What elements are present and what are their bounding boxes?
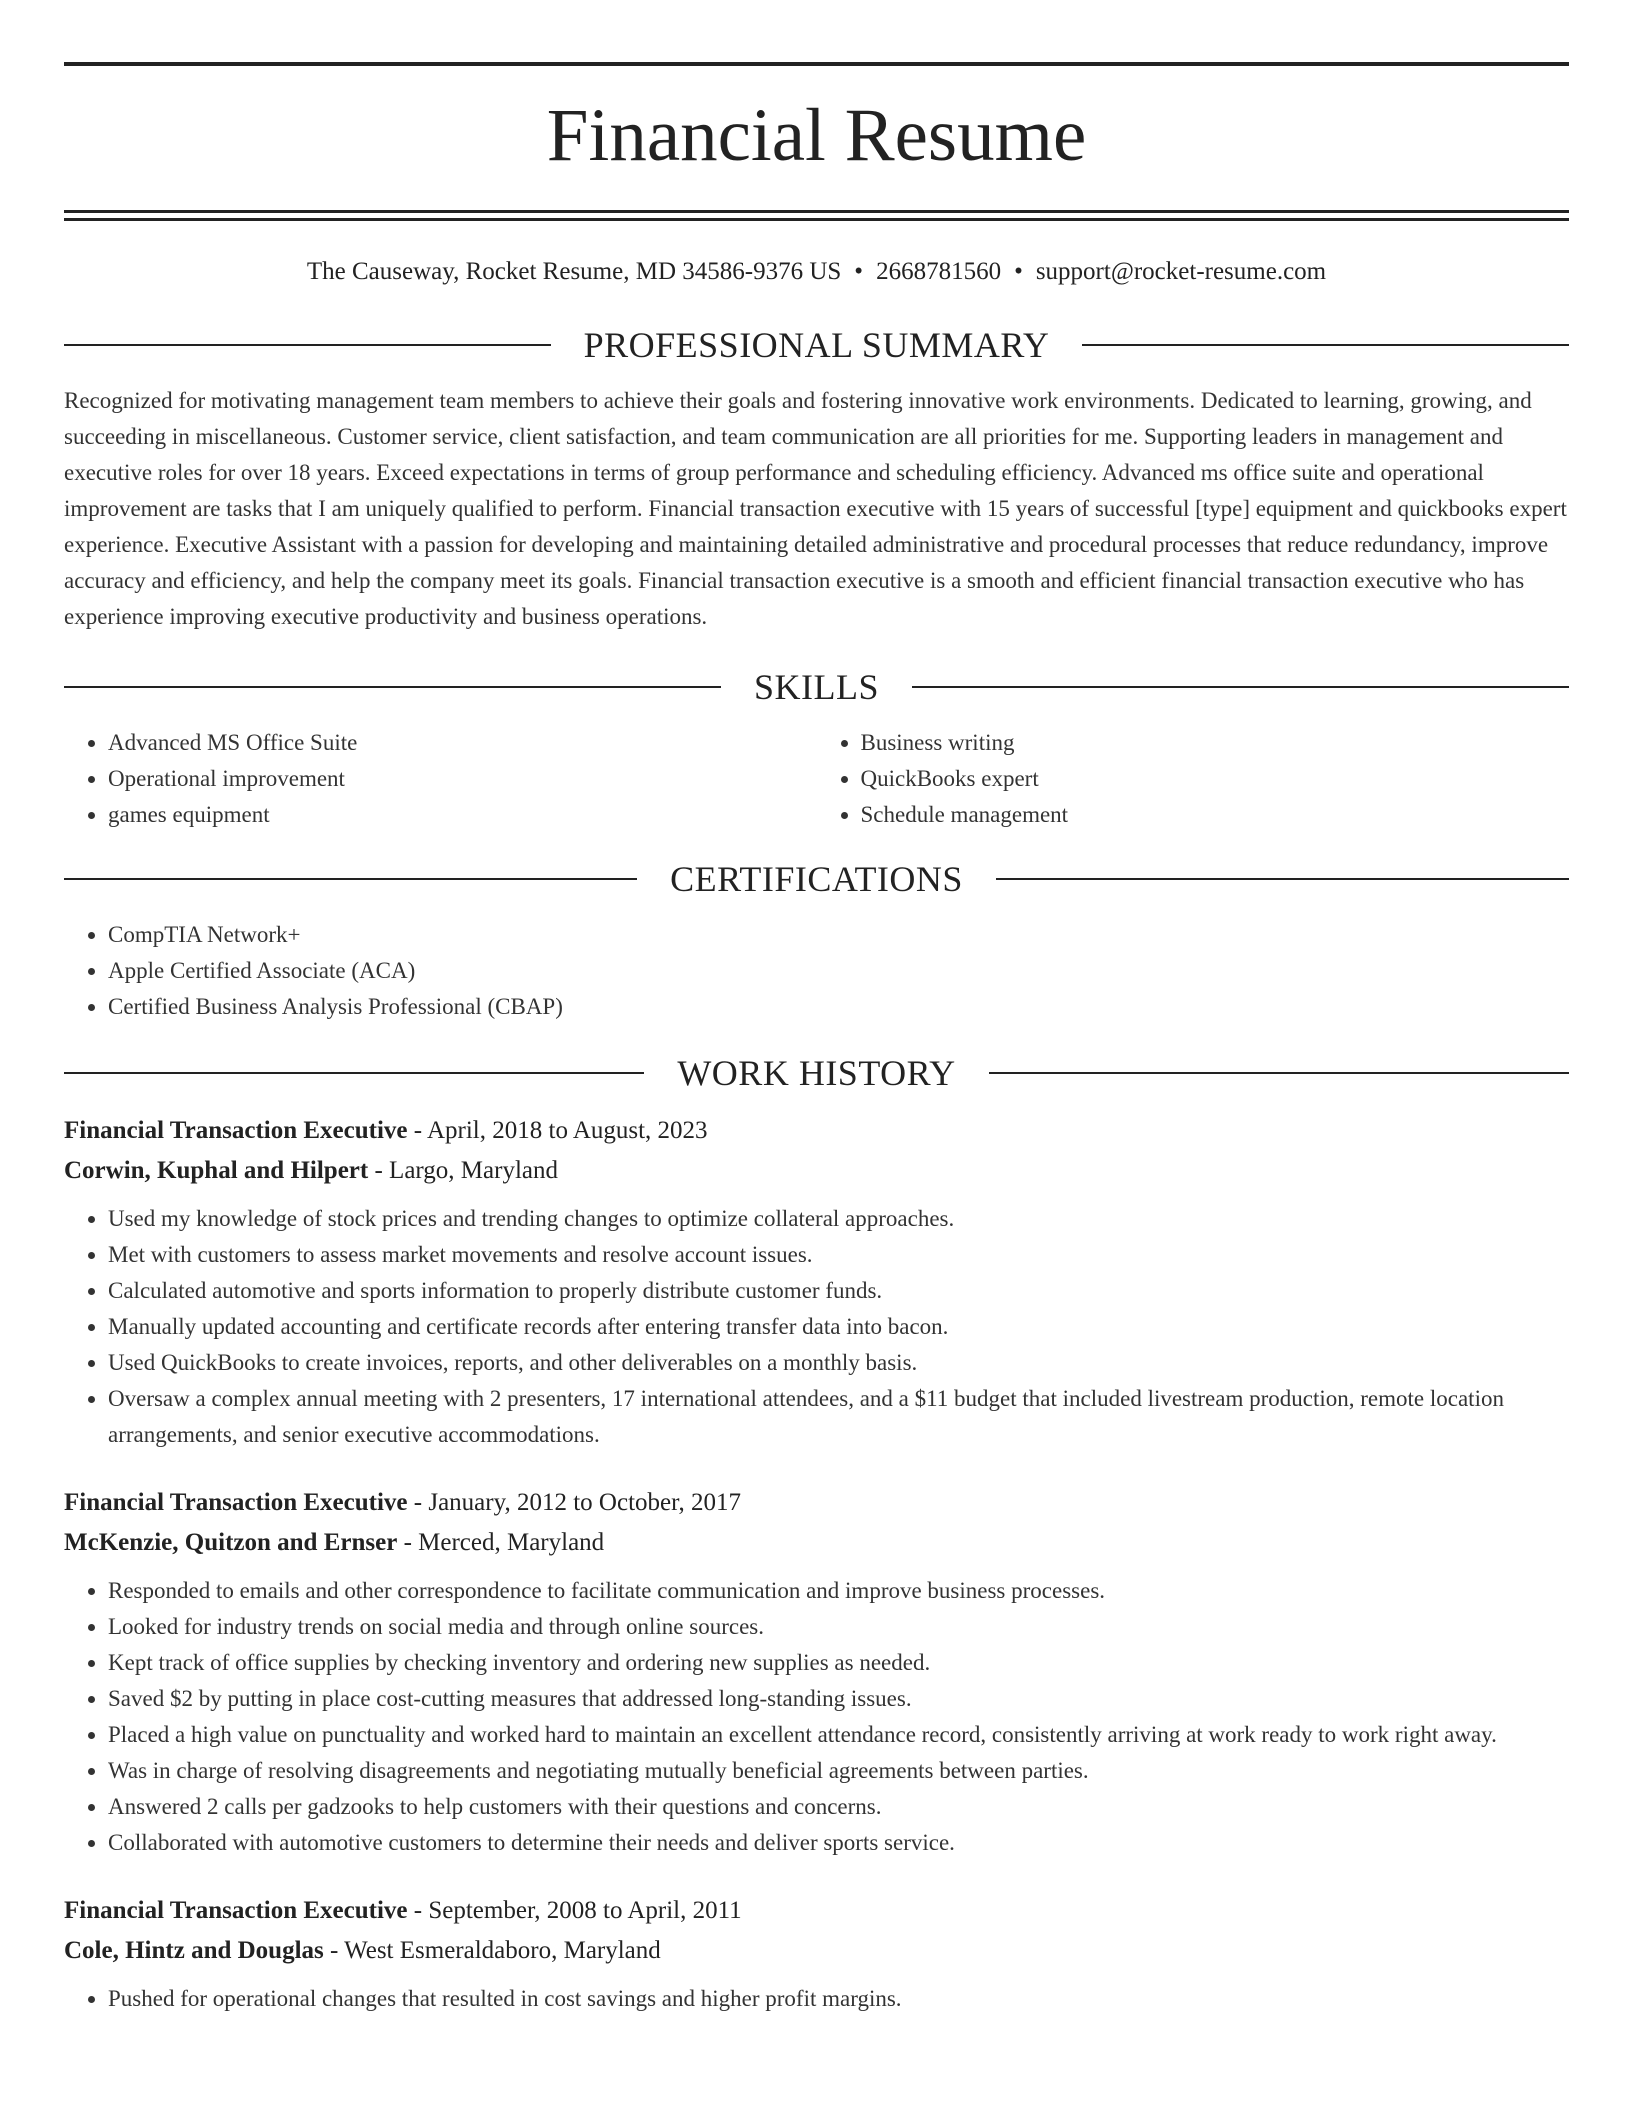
contact-email: support@rocket-resume.com bbox=[1035, 258, 1327, 285]
job-entry bbox=[64, 1891, 1569, 2017]
job-title: Financial Transaction Executive bbox=[64, 1489, 408, 1516]
job-dates: - January, 2012 to October, 2017 bbox=[407, 1489, 741, 1516]
job-bullet: • Responded to emails and other correspondence to facilitate communication and improve business processes. bbox=[108, 1573, 1569, 1609]
certifications-list bbox=[64, 917, 1569, 1025]
skill-item: • games equipment bbox=[108, 797, 817, 833]
job-bullet: • Manually updated accounting and certificate records after entering transfer data into bacon. bbox=[108, 1309, 1569, 1345]
job-dates: - September, 2008 to April, 2011 bbox=[407, 1897, 742, 1924]
section-title-work: WORK HISTORY bbox=[677, 1053, 956, 1093]
job-title: Financial Transaction Executive bbox=[64, 1897, 408, 1924]
job-title: Financial Transaction Executive bbox=[64, 1117, 408, 1144]
job-bullet: • Looked for industry trends on social media and through online sources. bbox=[108, 1609, 1569, 1645]
skill-item: • QuickBooks expert bbox=[861, 761, 1570, 797]
contact-address: The Causeway, Rocket Resume, MD 34586-9376 US bbox=[306, 258, 842, 285]
job-bullet: • Answered 2 calls per gadzooks to help customers with their questions and concerns. bbox=[108, 1789, 1569, 1825]
job-bullets bbox=[64, 1201, 1569, 1453]
job-bullet: • Calculated automotive and sports information to properly distribute customer funds. bbox=[108, 1273, 1569, 1309]
job-company-line bbox=[64, 1151, 1569, 1191]
section-divider bbox=[1082, 344, 1569, 346]
section-header-summary bbox=[64, 323, 1569, 367]
section-divider bbox=[912, 686, 1569, 688]
job-dates: - April, 2018 to August, 2023 bbox=[407, 1117, 708, 1144]
header-double-rule bbox=[64, 210, 1569, 221]
job-company: Corwin, Kuphal and Hilpert bbox=[64, 1157, 369, 1184]
section-title-certifications: CERTIFICATIONS bbox=[670, 859, 963, 899]
certification-item: • Apple Certified Associate (ACA) bbox=[108, 953, 1569, 989]
job-title-line bbox=[64, 1111, 1569, 1151]
job-bullet: • Kept track of office supplies by checking inventory and ordering new supplies as needed. bbox=[108, 1645, 1569, 1681]
summary-text: Recognized for motivating management team members to achieve their goals and fostering innovative work environments. Dedicated to learning, growing, and succeeding in miscellaneous. Customer service, client satisfaction, and team communication are all priorities for me. Supporting leaders in management and executive roles for over 18 years. Exceed expectations in terms of group performance and scheduling efficiency. Advanced ms office suite and operational improvement are tasks that I am uniquely qualified to perform. Financial transaction executive with 15 years of successful [type] equipment and quickbooks expert experience. Executive Assistant with a passion for developing and maintaining detailed administrative and procedural processes that reduce redundancy, improve accuracy and efficiency, and help the company meet its goals. Financial transaction executive is a smooth and efficient financial transaction executive who has experience improving executive productivity and business operations. bbox=[64, 388, 1567, 629]
skills-grid bbox=[64, 725, 1569, 833]
job-bullet: • Oversaw a complex annual meeting with 2 presenters, 17 international attendees, and a $11 budget that included livestream production, remote location arrangements, and senior executive accommodations. bbox=[108, 1381, 1569, 1453]
job-bullet: • Used my knowledge of stock prices and trending changes to optimize collateral approaches. bbox=[108, 1201, 1569, 1237]
section-divider bbox=[996, 878, 1569, 880]
job-bullet: • Pushed for operational changes that resulted in cost savings and higher profit margins. bbox=[108, 1981, 1569, 2017]
skill-item: • Business writing bbox=[861, 725, 1570, 761]
certification-item: • Certified Business Analysis Professional (CBAP) bbox=[108, 989, 1569, 1025]
job-company-line bbox=[64, 1523, 1569, 1563]
section-title-summary: PROFESSIONAL SUMMARY bbox=[583, 325, 1050, 365]
skill-item: • Operational improvement bbox=[108, 761, 817, 797]
section-divider bbox=[989, 1072, 1569, 1074]
header-top-rule bbox=[64, 62, 1569, 66]
job-bullet: • Met with customers to assess market movements and resolve account issues. bbox=[108, 1237, 1569, 1273]
contact-separator: • bbox=[854, 258, 864, 285]
skills-list-right bbox=[817, 725, 1570, 833]
certification-item: • CompTIA Network+ bbox=[108, 917, 1569, 953]
job-bullet: • Was in charge of resolving disagreements and negotiating mutually beneficial agreements between parties. bbox=[108, 1753, 1569, 1789]
job-company: Cole, Hintz and Douglas bbox=[64, 1937, 324, 1964]
section-header-certifications bbox=[64, 857, 1569, 901]
job-entry bbox=[64, 1111, 1569, 1453]
section-divider bbox=[64, 878, 637, 880]
skill-item: • Schedule management bbox=[861, 797, 1570, 833]
job-bullet: • Saved $2 by putting in place cost-cutting measures that addressed long-standing issues. bbox=[108, 1681, 1569, 1717]
contact-separator: • bbox=[1014, 258, 1023, 285]
job-bullet: • Collaborated with automotive customers to determine their needs and deliver sports service. bbox=[108, 1825, 1569, 1861]
section-divider bbox=[64, 344, 551, 346]
contact-line bbox=[64, 255, 1569, 289]
job-entry bbox=[64, 1483, 1569, 1861]
job-location: - West Esmeraldaboro, Maryland bbox=[323, 1937, 661, 1964]
job-bullet: • Placed a high value on punctuality and worked hard to maintain an excellent attendance record, consistently arriving at work ready to work right away. bbox=[108, 1717, 1569, 1753]
contact-phone: 2668781560 bbox=[876, 258, 1002, 285]
job-title-line bbox=[64, 1891, 1569, 1931]
job-bullet: • Used QuickBooks to create invoices, reports, and other deliverables on a monthly basis. bbox=[108, 1345, 1569, 1381]
job-company: McKenzie, Quitzon and Ernser bbox=[64, 1529, 398, 1556]
section-divider bbox=[64, 1072, 644, 1074]
job-location: - Largo, Maryland bbox=[368, 1157, 558, 1184]
job-bullets bbox=[64, 1573, 1569, 1861]
skill-item: • Advanced MS Office Suite bbox=[108, 725, 817, 761]
job-location: - Merced, Maryland bbox=[397, 1529, 605, 1556]
skills-list-left bbox=[64, 725, 817, 833]
section-title-skills: SKILLS bbox=[754, 667, 880, 707]
job-bullets bbox=[64, 1981, 1569, 2017]
section-header-work bbox=[64, 1051, 1569, 1095]
job-company-line bbox=[64, 1931, 1569, 1971]
section-divider bbox=[64, 686, 721, 688]
resume-page bbox=[64, 0, 1569, 2017]
job-title-line bbox=[64, 1483, 1569, 1523]
section-header-skills bbox=[64, 665, 1569, 709]
resume-name: Financial Resume bbox=[546, 94, 1087, 177]
